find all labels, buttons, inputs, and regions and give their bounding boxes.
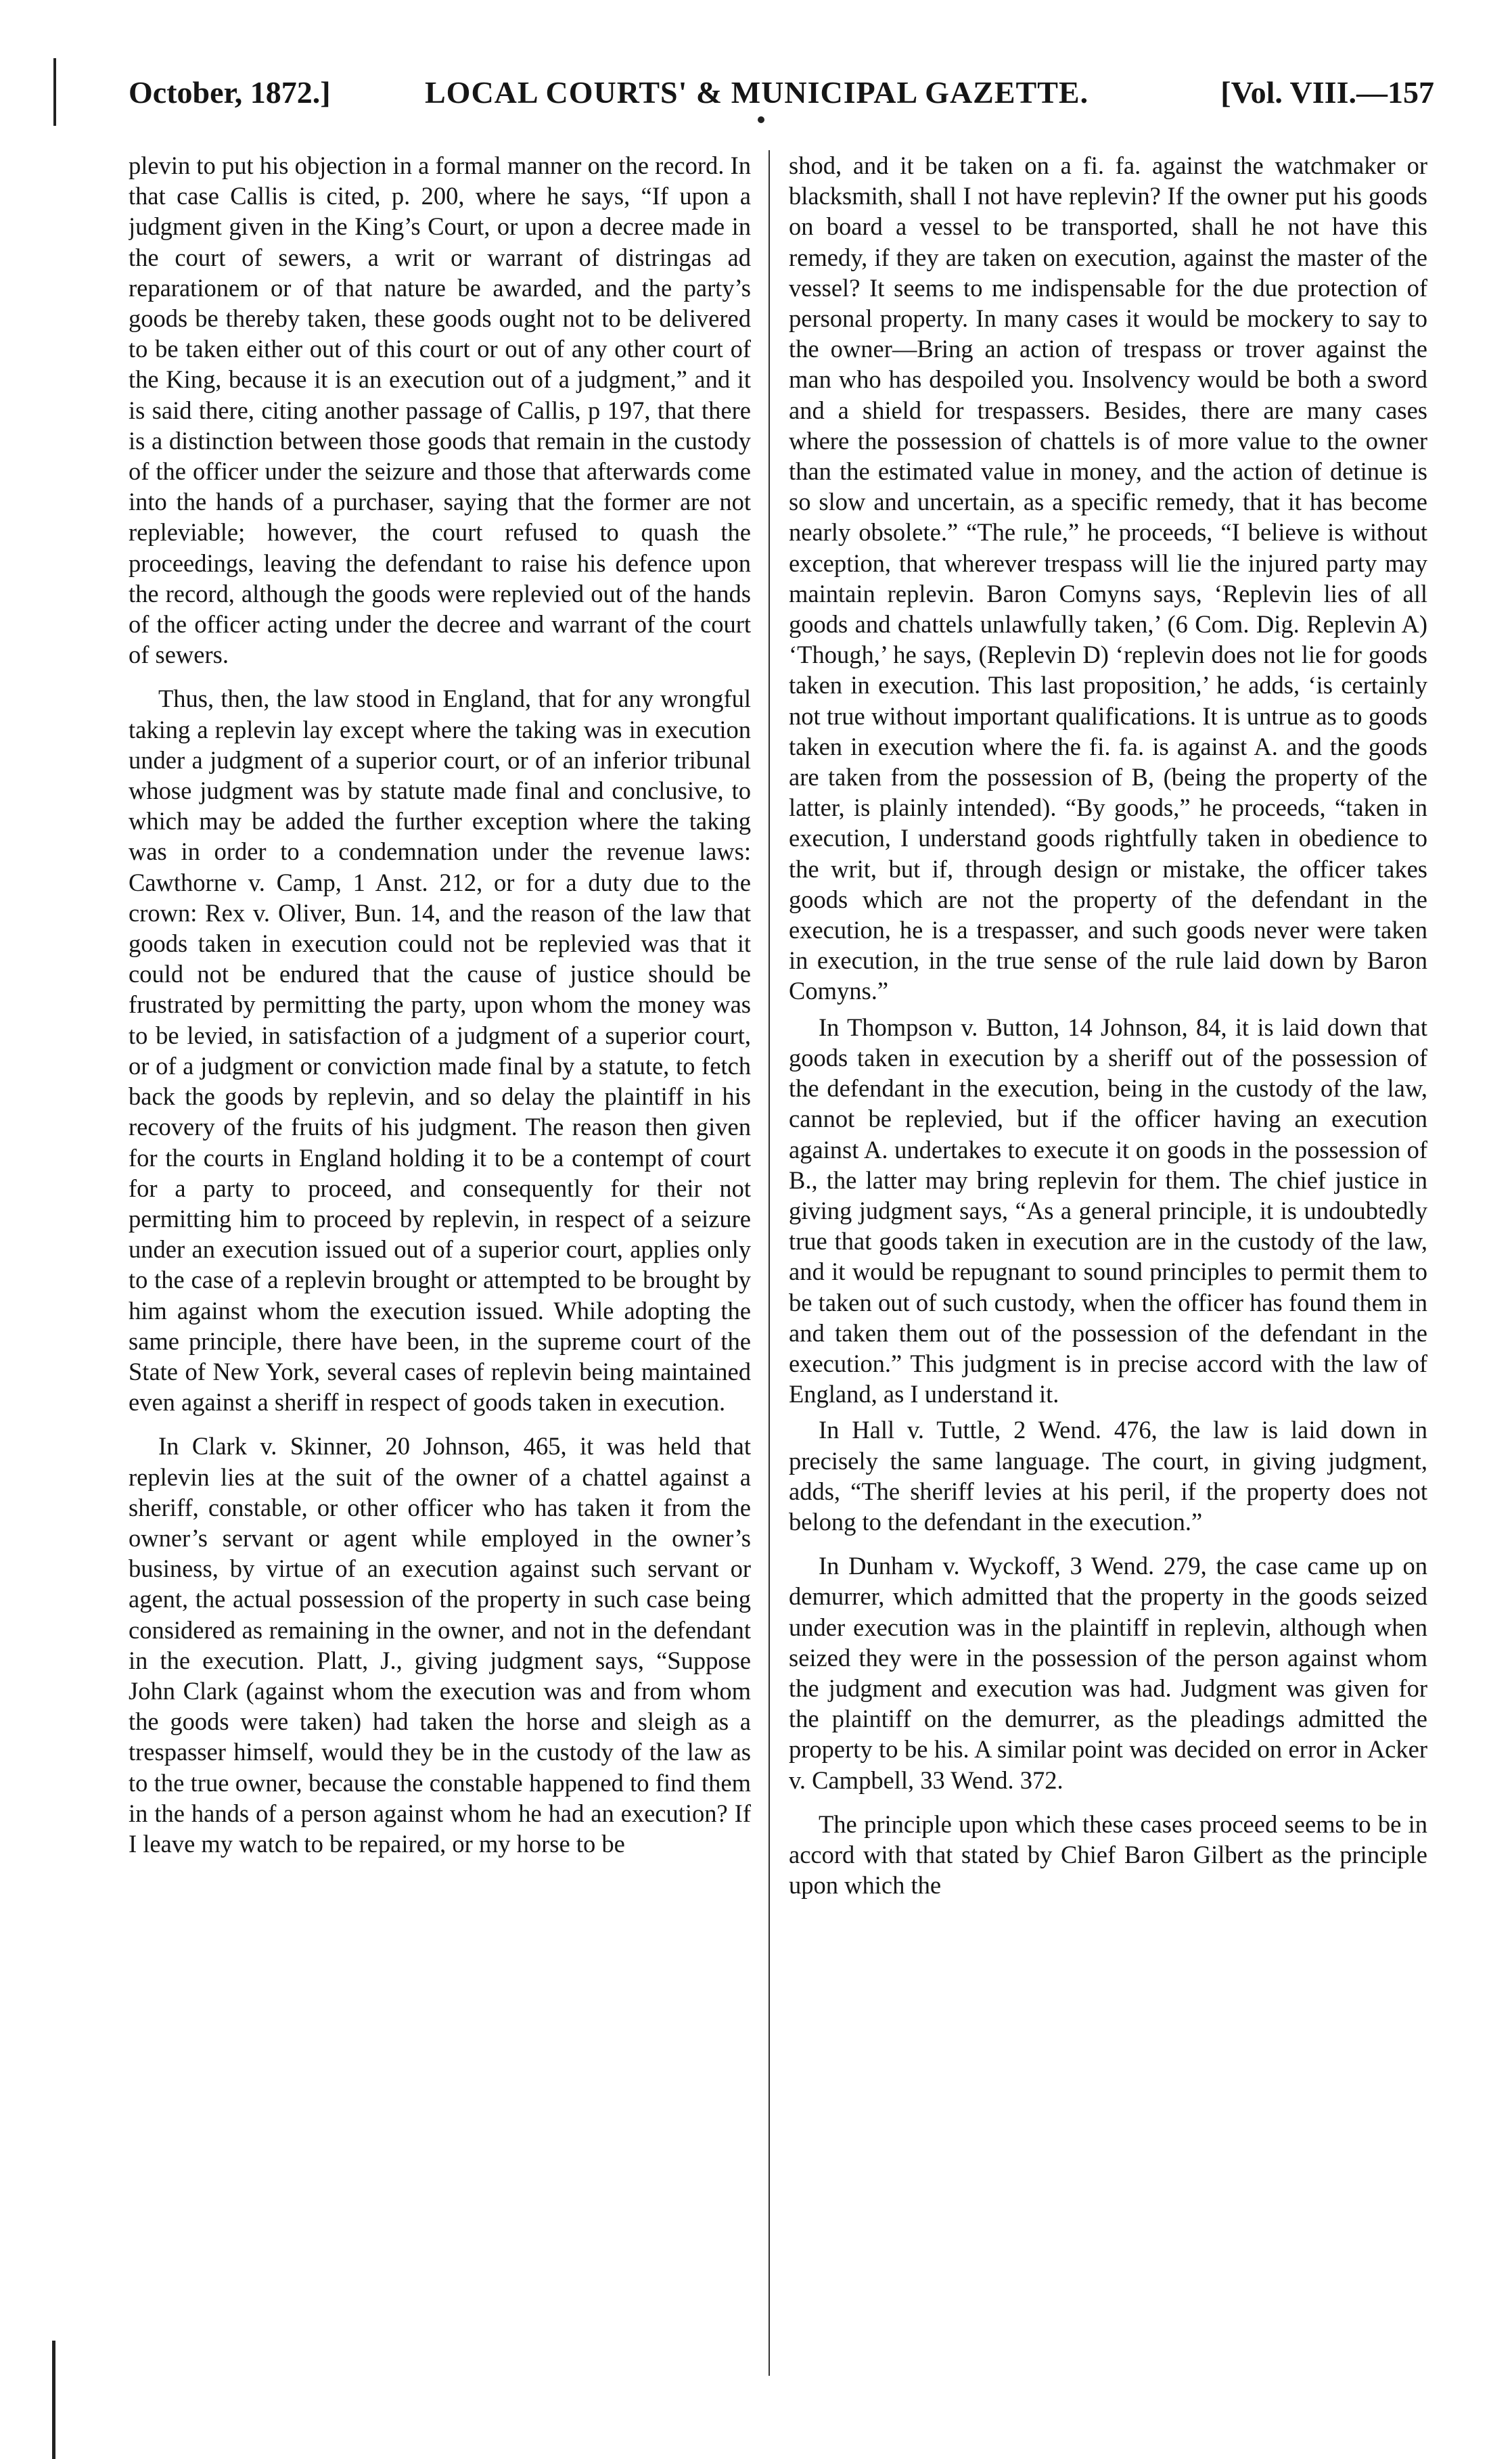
header-title: LOCAL COURTS' & MUNICIPAL GAZETTE.: [425, 75, 1089, 110]
paragraph: In Thompson v. Button, 14 Johnson, 84, it is laid down that goods taken in execution by a sheriff out of the possession of the defendant in the execution, being in the custody of the law, cannot be replevied, but if the officer having an execution against A. undertakes to execute it on goods in the possession of B., the latter may bring replevin for them. The chief justice in giving judgment says, “As a general principle, it is undoubtedly true that goods taken in execution are in the custody of the law, and it would be repugnant to sound principles to permit them to be taken out of such custody, when the officer has found them in and taken them out of the possession of the defendant in the execution.” This judgment is in precise accord with the law of England, as I understand it.: [789, 1013, 1427, 1408]
header-volume-page: [Vol. VIII.—157: [1220, 75, 1434, 110]
paragraph: plevin to put his objection in a formal manner on the record. In that case Callis is cited, p. 200, where he says, “If upon a judgment given in the King’s Court, or upon a decree made in the court of sewers, a writ or warrant of distringas ad reparationem or of that nature be awarded, and the party’s goods be thereby taken, these goods ought not to be delivered to be taken either out of this court or out of any other court of the King, because it is an execution out of a judgment,” and it is said there, citing another passage of Callis, p 197, that there is a distinction between those goods that remain in the custody of the officer under the seizure and those that afterwards come into the hands of a purchaser, saying that the former are not repleviable; however, the court refused to quash the proceedings, leaving the defendant to raise his defence upon the record, although the goods were replevied out of the hands of the officer acting under the decree and warrant of the court of sewers.: [129, 152, 751, 669]
paragraph: In Hall v. Tuttle, 2 Wend. 476, the law is laid down in precisely the same language. The court, in giving judgment, adds, “The sheriff levies at his peril, if the property does not belong to the defendant in the execution.”: [789, 1416, 1427, 1536]
running-header: [129, 74, 1434, 115]
binding-mark-bottom: [52, 2341, 55, 2459]
binding-mark-top: [53, 58, 56, 126]
header-ornament: [758, 116, 764, 123]
paragraph: In Clark v. Skinner, 20 Johnson, 465, it was held that replevin lies at the suit of the owner of a chattel against a sheriff, constable, or other officer who has taken it from the owner’s servant or agent while employed in the owner’s business, by virtue of an execution against such servant or agent, the actual possession of the property in such case being considered as remaining in the owner, and not in the defendant in the execution. Platt, J., giving judgment says, “Suppose John Clark (against whom the execution was and from whom the goods were taken) had taken the horse and sleigh as a trespasser himself, would they be in the custody of the law as to the true owner, because the constable happened to find them in the hands of a person against whom he had an execution? If I leave my watch to be repaired, or my horse to be: [129, 1432, 751, 1858]
column-divider: [769, 150, 770, 2376]
paragraph: Thus, then, the law stood in England, that for any wrongful taking a replevin lay except where the taking was in execution under a judgment of a superior court, or of an inferior tribunal whose judgment was by statute made final and conclusive, to which may be added the further exception where the taking was in order to a condemnation under the revenue laws: Cawthorne v. Camp, 1 Anst. 212, or for a duty due to the crown: Rex v. Oliver, Bun. 14, and the reason of the law that goods taken in execution could not be replevied was that it could not be endured that the cause of justice should be frustrated by permitting the party, upon whom the money was to be levied, in satisfaction of a judgment of a superior court, or of a judgment or conviction made final by a statute, to fetch back the goods by replevin, and so delay the plaintiff in his recovery of the fruits of his judgment. The reason then given for the courts in England holding it to be a contempt of court for a party to proceed, and consequently for their not permitting him to proceed by replevin, in respect of a seizure under an execution issued out of a superior court, applies only to the case of a replevin brought or attempted to be brought by him against whom the execution issued. While adopting the same principle, there have been, in the supreme court of the State of New York, several cases of replevin being maintained even against a sheriff in respect of goods taken in execution.: [129, 685, 751, 1417]
paragraph: In Dunham v. Wyckoff, 3 Wend. 279, the case came up on demurrer, which admitted that the property in the goods seized under execution was in the plaintiff in replevin, although when seized they were in the possession of the person against whom the judgment and execution was had. Judgment was given for the plaintiff on the demurrer, as the pleadings admitted the property to be his. A similar point was decided on error in Acker v. Campbell, 33 Wend. 372.: [789, 1552, 1427, 1794]
left-column: [129, 150, 751, 2396]
paragraph: The principle upon which these cases proceed seems to be in accord with that stated by Chief Baron Gilbert as the principle upon which the: [789, 1810, 1427, 1900]
header-date: October, 1872.]: [129, 75, 331, 110]
right-column: [789, 150, 1427, 2396]
paragraph: shod, and it be taken on a fi. fa. against the watchmaker or blacksmith, shall I not have replevin? If the owner put his goods on board a vessel to be transported, shall he not have this remedy, if they are taken on execution, against the master of the vessel? It seems to me indispensable for the due protection of personal property. In many cases it would be mockery to say to the owner—Bring an action of trespass or trover against the man who has despoiled you. Insolvency would be both a sword and a shield for trespassers. Besides, there are many cases where the possession of chattels is of more value to the owner than the estimated value in money, and the action of detinue is so slow and uncertain, as a specific remedy, that it has become nearly obsolete.” “The rule,” he proceeds, “I believe is without exception, that wherever trespass will lie the injured party may maintain replevin. Baron Comyns says, ‘Replevin lies of all goods and chattels unlawfully taken,’ (6 Com. Dig. Replevin A) ‘Though,’ he says, (Replevin D) ‘replevin does not lie for goods taken in execution. This last proposition,’ he adds, ‘is certainly not true without important qualifications. It is untrue as to goods taken in execution where the fi. fa. is against A. and the goods are taken from the possession of B, (being the property of the latter, is plainly intended). “By goods,” he proceeds, “taken in execution, I understand goods rightfully taken in obedience to the writ, but if, through design or mistake, the officer takes goods which are not the property of the defendant in the execution, he is a trespasser, and such goods never were taken in execution, in the true sense of the rule laid down by Baron Comyns.”: [789, 152, 1427, 1005]
